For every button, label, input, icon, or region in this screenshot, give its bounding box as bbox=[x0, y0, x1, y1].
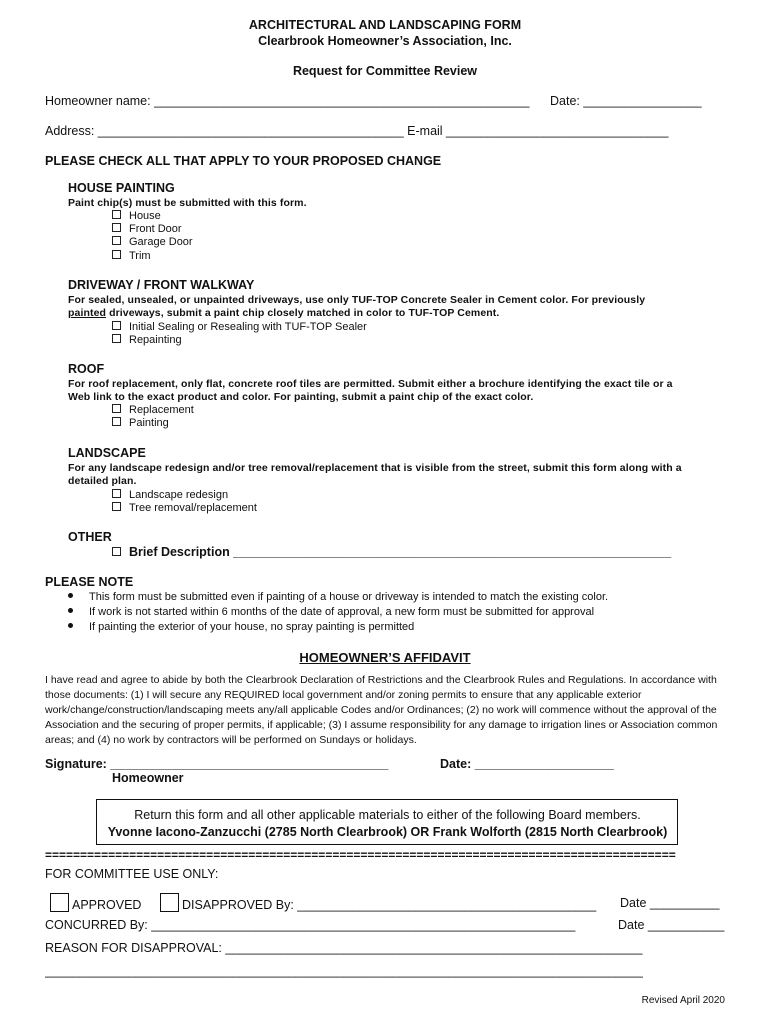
approval-date-field[interactable]: Date __________ bbox=[620, 896, 720, 910]
other-heading: OTHER bbox=[68, 530, 112, 544]
signature-date-field[interactable]: Date: ____________________ bbox=[440, 757, 614, 771]
roof-note-line1: For roof replacement, only flat, concrete roof tiles are permitted. Submit either a brochure identifying the exact tile or a bbox=[68, 378, 673, 390]
house-painting-note: Paint chip(s) must be submitted with this form. bbox=[68, 197, 307, 209]
landscape-heading: LANDSCAPE bbox=[68, 446, 146, 460]
committee-heading: FOR COMMITTEE USE ONLY: bbox=[45, 867, 219, 881]
brief-description-field[interactable]: Brief Description _______________________________________________________________ bbox=[112, 545, 671, 559]
landscape-note-line1: For any landscape redesign and/or tree removal/replacement that is visible from the street, submit this form along with a bbox=[68, 462, 682, 474]
checkbox-icon bbox=[112, 502, 121, 511]
checkbox-front-door[interactable]: Front Door bbox=[112, 223, 182, 235]
org-name: Clearbrook Homeowner’s Association, Inc. bbox=[258, 34, 512, 48]
checkbox-icon bbox=[112, 210, 121, 219]
house-painting-heading: HOUSE PAINTING bbox=[68, 181, 175, 195]
signature-field[interactable]: Signature: ________________________________________ bbox=[45, 757, 389, 771]
roof-heading: ROOF bbox=[68, 362, 105, 376]
reason-blank-line[interactable]: ______________________________________________________________________________________ bbox=[45, 964, 643, 978]
checkbox-garage-door[interactable]: Garage Door bbox=[112, 236, 193, 248]
disapproved-checkbox[interactable]: DISAPPROVED By: ___________________________________________ bbox=[160, 893, 596, 912]
concurred-date-field[interactable]: Date ___________ bbox=[618, 918, 725, 932]
note-item: This form must be submitted even if painting of a house or driveway is intended to match the existing color. bbox=[68, 591, 608, 603]
approved-checkbox[interactable]: APPROVED bbox=[50, 893, 141, 912]
checkbox-icon bbox=[112, 321, 121, 330]
concurred-field[interactable]: CONCURRED By: _____________________________________________________________ bbox=[45, 918, 576, 932]
checkbox-icon bbox=[112, 417, 121, 426]
note-item: If painting the exterior of your house, no spray painting is permitted bbox=[68, 621, 414, 633]
signature-sublabel: Homeowner bbox=[112, 771, 184, 785]
driveway-note-line2: painted driveways, submit a paint chip closely matched in color to TUF-TOP Cement. bbox=[68, 307, 500, 319]
homeowner-name-field[interactable]: Homeowner name: ______________________________________________________ bbox=[45, 94, 530, 108]
bullet-icon bbox=[68, 593, 73, 598]
checkbox-icon bbox=[112, 223, 121, 232]
driveway-heading: DRIVEWAY / FRONT WALKWAY bbox=[68, 278, 255, 292]
checkbox-icon bbox=[50, 893, 69, 912]
form-subtitle: Request for Committee Review bbox=[292, 64, 478, 78]
affidavit-heading: HOMEOWNER’S AFFIDAVIT bbox=[299, 650, 471, 665]
revised-date: Revised April 2020 bbox=[641, 995, 725, 1006]
checkbox-icon bbox=[112, 334, 121, 343]
please-note-heading: PLEASE NOTE bbox=[45, 575, 134, 589]
note-item: If work is not started within 6 months of the date of approval, a new form must be submitted for approval bbox=[68, 606, 594, 618]
checkbox-landscape-redesign[interactable]: Landscape redesign bbox=[112, 489, 228, 501]
checkbox-initial-sealing[interactable]: Initial Sealing or Resealing with TUF-TOP Sealer bbox=[112, 321, 367, 333]
checkbox-house[interactable]: House bbox=[112, 210, 161, 222]
return-line1: Return this form and all other applicable materials to either of the following Board members. bbox=[134, 808, 641, 822]
checkbox-repainting[interactable]: Repainting bbox=[112, 334, 182, 346]
checkbox-trim[interactable]: Trim bbox=[112, 250, 151, 262]
checkbox-icon bbox=[112, 547, 121, 556]
affidavit-text: I have read and agree to abide by both the Clearbrook Declaration of Restrictions and the Clearbrook Rules and Regulations. In accordance with those documents: (1) I will secure any REQUIRED local government and/or zoning permits to ensure that any applicable exterior work/change/construction/landscaping meets any/all applicable Codes and/or Ordinances; (2) no work will commence without the approval of the Association and the securing of proper permits, if applicable; (3) I assume responsibility for any damage to irrigation lines or Association common areas; and (4) no work by contractors will be performed on Sundays or holidays. bbox=[45, 674, 718, 746]
date-field[interactable]: Date: _________________ bbox=[550, 94, 702, 108]
address-email-field[interactable]: Address: ____________________________________________ E-mail ________________________________ bbox=[45, 124, 669, 138]
roof-note-line2: Web link to the exact product and color. For painting, submit a paint chip of the exact color. bbox=[68, 391, 534, 403]
check-heading: PLEASE CHECK ALL THAT APPLY TO YOUR PROPOSED CHANGE bbox=[45, 154, 442, 168]
landscape-note-line2: detailed plan. bbox=[68, 475, 137, 487]
form-title: ARCHITECTURAL AND LANDSCAPING FORM bbox=[248, 18, 522, 32]
driveway-note-line1: For sealed, unsealed, or unpainted driveways, use only TUF-TOP Concrete Sealer in Cement color. For previously bbox=[68, 294, 646, 306]
checkbox-replacement[interactable]: Replacement bbox=[112, 404, 194, 416]
reason-field[interactable]: REASON FOR DISAPPROVAL: ____________________________________________________________ bbox=[45, 941, 643, 955]
checkbox-icon bbox=[112, 489, 121, 498]
checkbox-icon bbox=[112, 404, 121, 413]
checkbox-icon bbox=[112, 250, 121, 259]
checkbox-icon bbox=[160, 893, 179, 912]
checkbox-icon bbox=[112, 236, 121, 245]
return-line2: Yvonne Iacono-Zanzucchi (2785 North Clearbrook) OR Frank Wolforth (2815 North Clearbrook) bbox=[107, 825, 668, 839]
checkbox-roof-painting[interactable]: Painting bbox=[112, 417, 169, 429]
bullet-icon bbox=[68, 623, 73, 628]
separator: ========================================================================================== bbox=[45, 849, 676, 861]
bullet-icon bbox=[68, 608, 73, 613]
checkbox-tree-removal[interactable]: Tree removal/replacement bbox=[112, 502, 257, 514]
